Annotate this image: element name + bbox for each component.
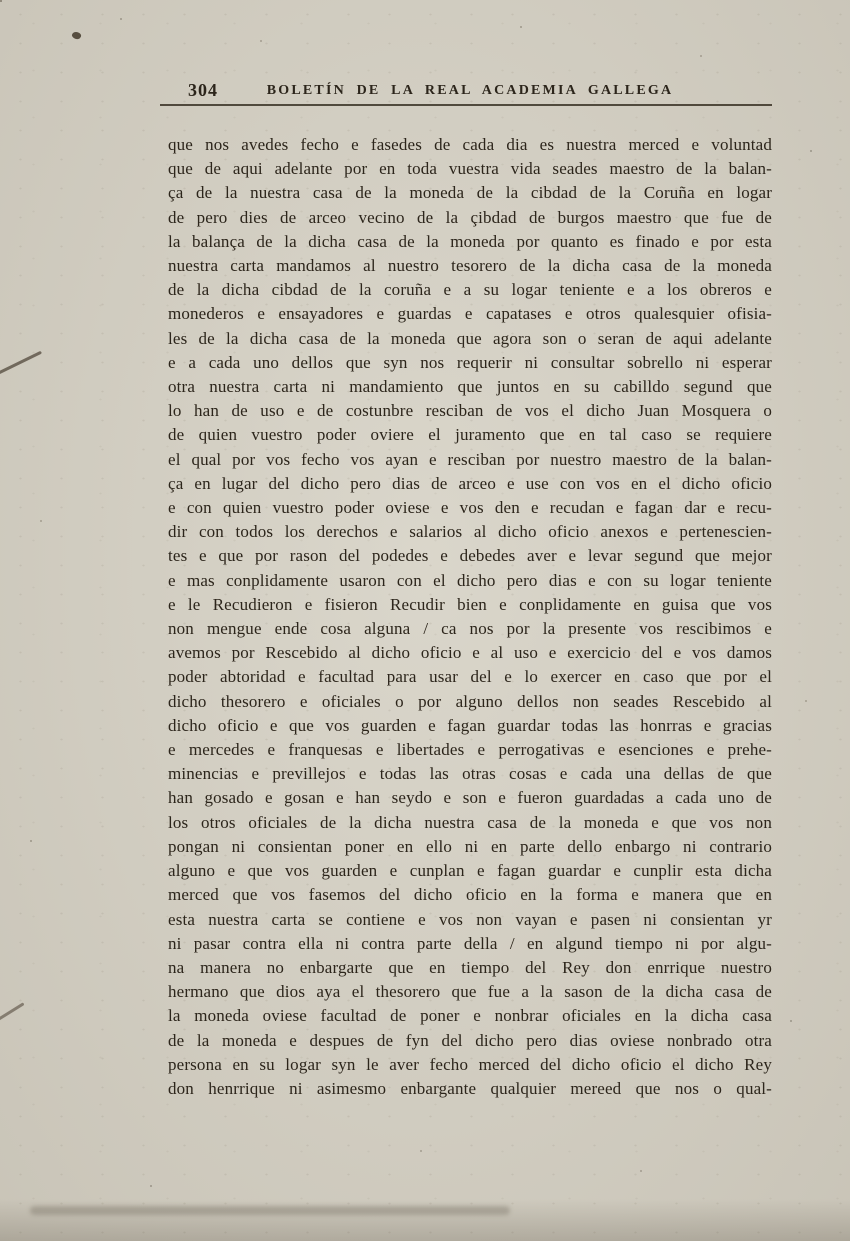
text-line: tes e que por rason del podedes e debedes aver e levar segund que mejor [168, 546, 772, 566]
text-line: alguno e que vos guarden e cunplan e fagan guardar e cunplir esta dicha [168, 861, 772, 881]
body-text [168, 133, 772, 1101]
text-line: persona en su logar syn le aver fecho merced del dicho oficio el dicho Rey [168, 1054, 772, 1074]
text-line: e le Recudieron e fisieron Recudir bien e conplidamente en guisa que vos [168, 594, 772, 614]
page-number: 304 [188, 80, 218, 100]
text-line: nuestra carta mandamos al nuestro tesorero de la dicha casa de la moneda [168, 256, 772, 276]
text-line: e con quien vuestro poder oviese e vos den e recudan e fagan dar e recu- [168, 498, 772, 518]
text-line: minencias e previllejos e todas las otras cosas e cada una dellas de que [168, 764, 772, 784]
text-line: monederos e ensayadores e guardas e capatases e otros qualesquier ofisia- [168, 304, 772, 324]
scan-shadow [0, 1199, 850, 1241]
text-line: na manera no enbargarte que en tiempo del Rey don enrrique nuestro [168, 957, 772, 977]
text-line: don henrrique ni asimesmo enbargante qualquier mereed que nos o qual- [168, 1078, 772, 1098]
text-line: merced que vos fasemos del dicho oficio en la forma e manera que en [168, 885, 772, 905]
header-rule [160, 104, 772, 106]
text-line: otra nuestra carta ni mandamiento que juntos en su cabilldo segund que [168, 377, 772, 397]
text-line: de la moneda e despues de fyn del dicho pero dias oviese nonbrado otra [168, 1030, 772, 1050]
text-line: de quien vuestro poder oviere el juramento que en tal caso se requiere [168, 425, 772, 445]
text-line: dir con todos los derechos e salarios al dicho oficio anexos e pertenescien- [168, 522, 772, 542]
text-line: la moneda oviese facultad de poner e nonbrar oficiales en la dicha casa [168, 1006, 772, 1026]
page-header [168, 80, 772, 102]
text-line: les de la dicha casa de la moneda que agora son o seran de aqui adelante [168, 328, 772, 348]
text-line: ça en lugar del dicho pero dias de arceo e use con vos en el dicho oficio [168, 473, 772, 493]
text-line: e mas conplidamente usaron con el dicho pero dias e con su logar teniente [168, 570, 772, 590]
text-line: pongan ni consientan poner en ello ni en parte dello enbargo ni contrario [168, 836, 772, 856]
text-line: que de aqui adelante por en toda vuestra vida seades maestro de la balan- [168, 159, 772, 179]
text-line: avemos por Rescebido al dicho oficio e al uso e exercicio del e vos damos [168, 643, 772, 663]
journal-title: BOLETÍN DE LA REAL ACADEMIA GALLEGA [266, 83, 674, 98]
pen-mark [0, 1002, 25, 1020]
pen-mark [0, 351, 42, 376]
text-line: hermano que dios aya el thesorero que fue a la sason de la dicha casa de [168, 982, 772, 1002]
text-line: lo han de uso e de costunbre resciban de vos el dicho Juan Mosquera o [168, 401, 772, 421]
text-line: la balança de la dicha casa de la moneda por quanto es finado e por esta [168, 231, 772, 251]
text-line: de pero dies de arceo vecino de la çibdad de burgos maestro que fue de [168, 207, 772, 227]
text-line: dicho oficio e que vos guarden e fagan guardar todas las honrras e gracias [168, 715, 772, 735]
text-line: e mercedes e franquesas e libertades e perrogativas e esenciones e prehe- [168, 740, 772, 760]
text-line: el qual por vos fecho vos ayan e resciban por nuestro maestro de la balan- [168, 449, 772, 469]
text-line: de la dicha cibdad de la coruña e a su logar teniente e a los obreros e [168, 280, 772, 300]
text-line: han gosado e gosan e han seydo e son e fueron guardadas a cada uno de [168, 788, 772, 808]
text-line: poder abtoridad e facultad para usar del e lo exercer en caso que por el [168, 667, 772, 687]
ink-speck [71, 30, 82, 40]
text-line: ça de la nuestra casa de la moneda de la cibdad de la Coruña en logar [168, 183, 772, 203]
text-line: ni pasar contra ella ni contra parte della / en algund tiempo ni por algu- [168, 933, 772, 953]
text-line: que nos avedes fecho e fasedes de cada dia es nuestra merced e voluntad [168, 135, 772, 154]
text-line: esta nuestra carta se contiene e vos non vayan e pasen ni consientan yr [168, 909, 772, 929]
scan-noise-specks [0, 0, 2, 2]
text-line: non mengue ende cosa alguna / ca nos por la presente vos rescibimos e [168, 619, 772, 639]
text-line: los otros oficiales de la dicha nuestra casa de la moneda e que vos non [168, 812, 772, 832]
text-line: dicho thesorero e oficiales o por alguno dellos non seades Rescebido al [168, 691, 772, 711]
text-line: e a cada uno dellos que syn nos requerir ni consultar sobrello ni esperar [168, 352, 772, 372]
